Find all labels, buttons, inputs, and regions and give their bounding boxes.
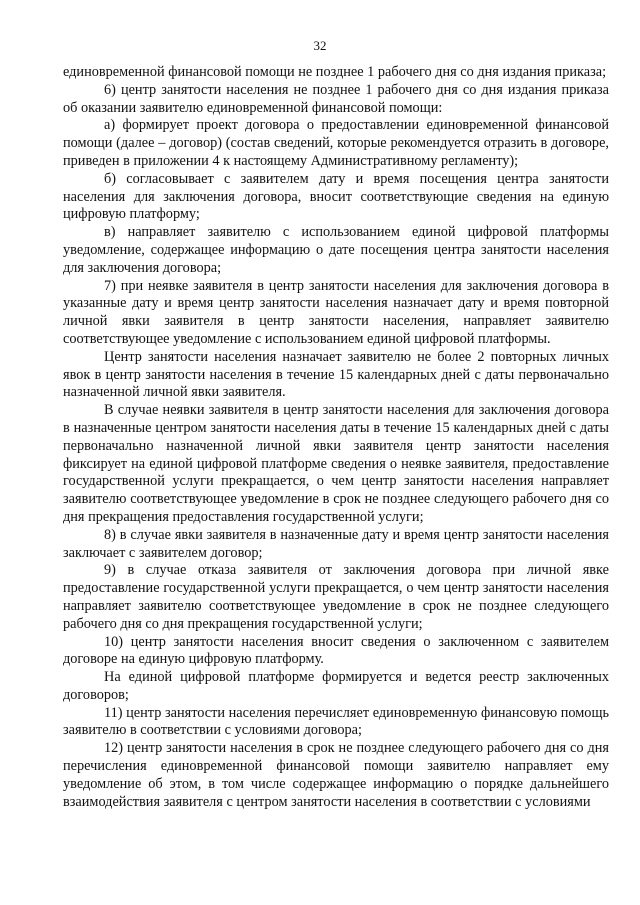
- paragraph-continuation: единовременной финансовой помощи не позднее 1 рабочего дня со дня издания приказа;: [63, 64, 607, 80]
- paragraph-item-11: 11) центр занятости населения перечисляет единовременную финансовую помощь заявителю в соответствии с условиями договора;: [63, 704, 609, 739]
- paragraph-item-8: 8) в случае явки заявителя в назначенные дату и время центр занятости населения заключает с заявителем договор;: [63, 526, 609, 561]
- page-number: 32: [313, 38, 327, 53]
- paragraph-registry: На единой цифровой платформе формируется и ведется реестр заключенных договоров;: [63, 669, 609, 703]
- paragraph-repeat-visits: Центр занятости населения назначает заявителю не более 2 повторных личных явок в центр занятости населения в течение 15 календарных дней с даты первоначально назначенной личной явки заявителя.: [63, 348, 609, 401]
- paragraph-item-6: 6) центр занятости населения не позднее 1 рабочего дня со дня издания приказа об оказании заявителю единовременной финансовой помощи:: [63, 81, 609, 116]
- paragraph-non-appearance: В случае неявки заявителя в центр занятости населения для заключения договора в назначенные центром занятости населения даты в течение 15 календарных дней с даты первоначально назначенной личной явки заявителя центр занятости населения фиксирует на единой цифровой платформе сведения о неявке заявителя, предоставление государственной услуги прекращается, о чем центр занятости населения направляет заявителю соответствующее уведомление в срок не позднее следующего рабочего дня со дня прекращения предоставления государственной услуги;: [63, 402, 609, 525]
- paragraph-item-10: 10) центр занятости населения вносит сведения о заключенном с заявителем договоре на единую цифровую платформу.: [63, 633, 609, 668]
- paragraph-item-12: 12) центр занятости населения в срок не позднее следующего рабочего дня со дня перечисления единовременной финансовой помощи заявителю направляет ему уведомление об этом, в том числе содержащее информацию о порядке дальнейшего взаимодействия заявителя с центром занятости населения в соответствии с условиями: [63, 740, 609, 810]
- paragraph-subitem-v: в) направляет заявителю с использованием единой цифровой платформы уведомление, содержащее информацию о дате посещения центра занятости населения для заключения договора;: [63, 224, 609, 276]
- paragraph-item-7: 7) при неявке заявителя в центр занятости населения для заключения договора в указанные дату и время центр занятости населения назначает дату и время повторной личной явки заявителя в центр занятости населения, направляет заявителю соответствующее уведомление с использованием единой цифровой платформы.: [63, 277, 609, 347]
- paragraph-subitem-b: б) согласовывает с заявителем дату и время посещения центра занятости населения для заключения договора, вносит соответствующие сведения на единую цифровую платформу;: [63, 170, 609, 223]
- paragraph-subitem-a: а) формирует проект договора о предоставлении единовременной финансовой помощи (далее – договор) (состав сведений, которые рекомендуется отразить в договоре, приведен в приложении 4 к настоящему Административному регламенту);: [63, 117, 609, 169]
- paragraph-item-9: 9) в случае отказа заявителя от заключения договора при личной явке предоставление государственной услуги прекращается, о чем центр занятости населения направляет заявителю соответствующее уведомление в срок не позднее следующего рабочего дня со дня прекращения государственной услуги;: [63, 562, 609, 632]
- document-body: [63, 64, 609, 811]
